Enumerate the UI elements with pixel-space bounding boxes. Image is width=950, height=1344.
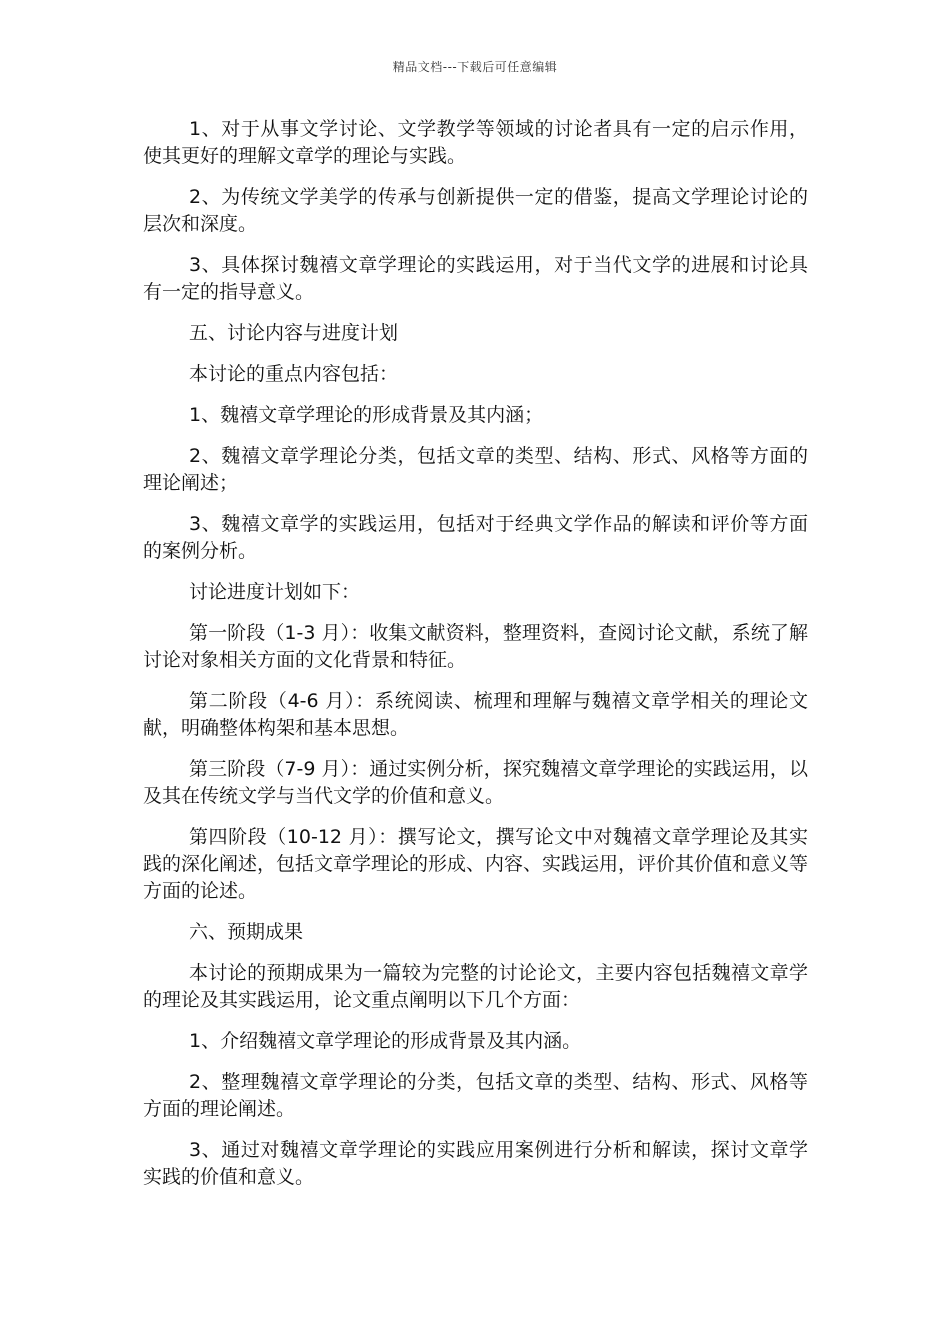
paragraph-key-content-intro: 本讨论的重点内容包括：	[189, 363, 399, 385]
paragraph-key-content-1: 1、魏禧文章学理论的形成背景及其内涵；	[189, 404, 544, 426]
paragraph-schedule-stage-3: 第三阶段（7-9 月）：通过实例分析，探究魏禧文章学理论的实践运用，以及其在传统文学与当代文学的价值和意义。	[143, 758, 808, 807]
paragraph-key-content-2: 2、魏禧文章学理论分类，包括文章的类型、结构、形式、风格等方面的理论阐述；	[143, 445, 808, 494]
paragraph-significance-3: 3、具体探讨魏禧文章学理论的实践运用，对于当代文学的进展和讨论具有一定的指导意义。	[143, 254, 808, 303]
paragraph-results-2: 2、整理魏禧文章学理论的分类，包括文章的类型、结构、形式、风格等方面的理论阐述。	[143, 1071, 808, 1120]
section-heading-expected-results: 六、预期成果	[189, 921, 304, 943]
paragraph-schedule-stage-4: 第四阶段（10-12 月）：撰写论文，撰写论文中对魏禧文章学理论及其实践的深化阐述，包括文章学理论的形成、内容、实践运用，评价其价值和意义等方面的论述。	[143, 826, 809, 902]
paragraph-key-content-3: 3、魏禧文章学的实践运用，包括对于经典文学作品的解读和评价等方面的案例分析。	[143, 513, 808, 562]
paragraph-results-intro: 本讨论的预期成果为一篇较为完整的讨论论文，主要内容包括魏禧文章学的理论及其实践运用，论文重点阐明以下几个方面：	[143, 962, 808, 1011]
page-header: 精品文档---下载后可任意编辑	[392, 60, 558, 74]
section-heading-content-plan: 五、讨论内容与进度计划	[189, 322, 399, 344]
paragraph-results-3: 3、通过对魏禧文章学理论的实践应用案例进行分析和解读，探讨文章学实践的价值和意义。	[143, 1139, 808, 1188]
paragraph-results-1: 1、介绍魏禧文章学理论的形成背景及其内涵。	[189, 1030, 582, 1052]
paragraph-schedule-intro: 讨论进度计划如下：	[189, 581, 361, 603]
paragraph-schedule-stage-2: 第二阶段（4-6 月）：系统阅读、梳理和理解与魏禧文章学相关的理论文献，明确整体构架和基本思想。	[143, 690, 808, 739]
paragraph-schedule-stage-1: 第一阶段（1-3 月）：收集文献资料，整理资料，查阅讨论文献，系统了解讨论对象相关方面的文化背景和特征。	[143, 622, 808, 671]
paragraph-significance-1: 1、对于从事文学讨论、文学教学等领域的讨论者具有一定的启示作用，使其更好的理解文章学的理论与实践。	[143, 118, 808, 167]
paragraph-significance-2: 2、为传统文学美学的传承与创新提供一定的借鉴，提高文学理论讨论的层次和深度。	[143, 186, 808, 235]
document-body	[143, 116, 808, 1205]
